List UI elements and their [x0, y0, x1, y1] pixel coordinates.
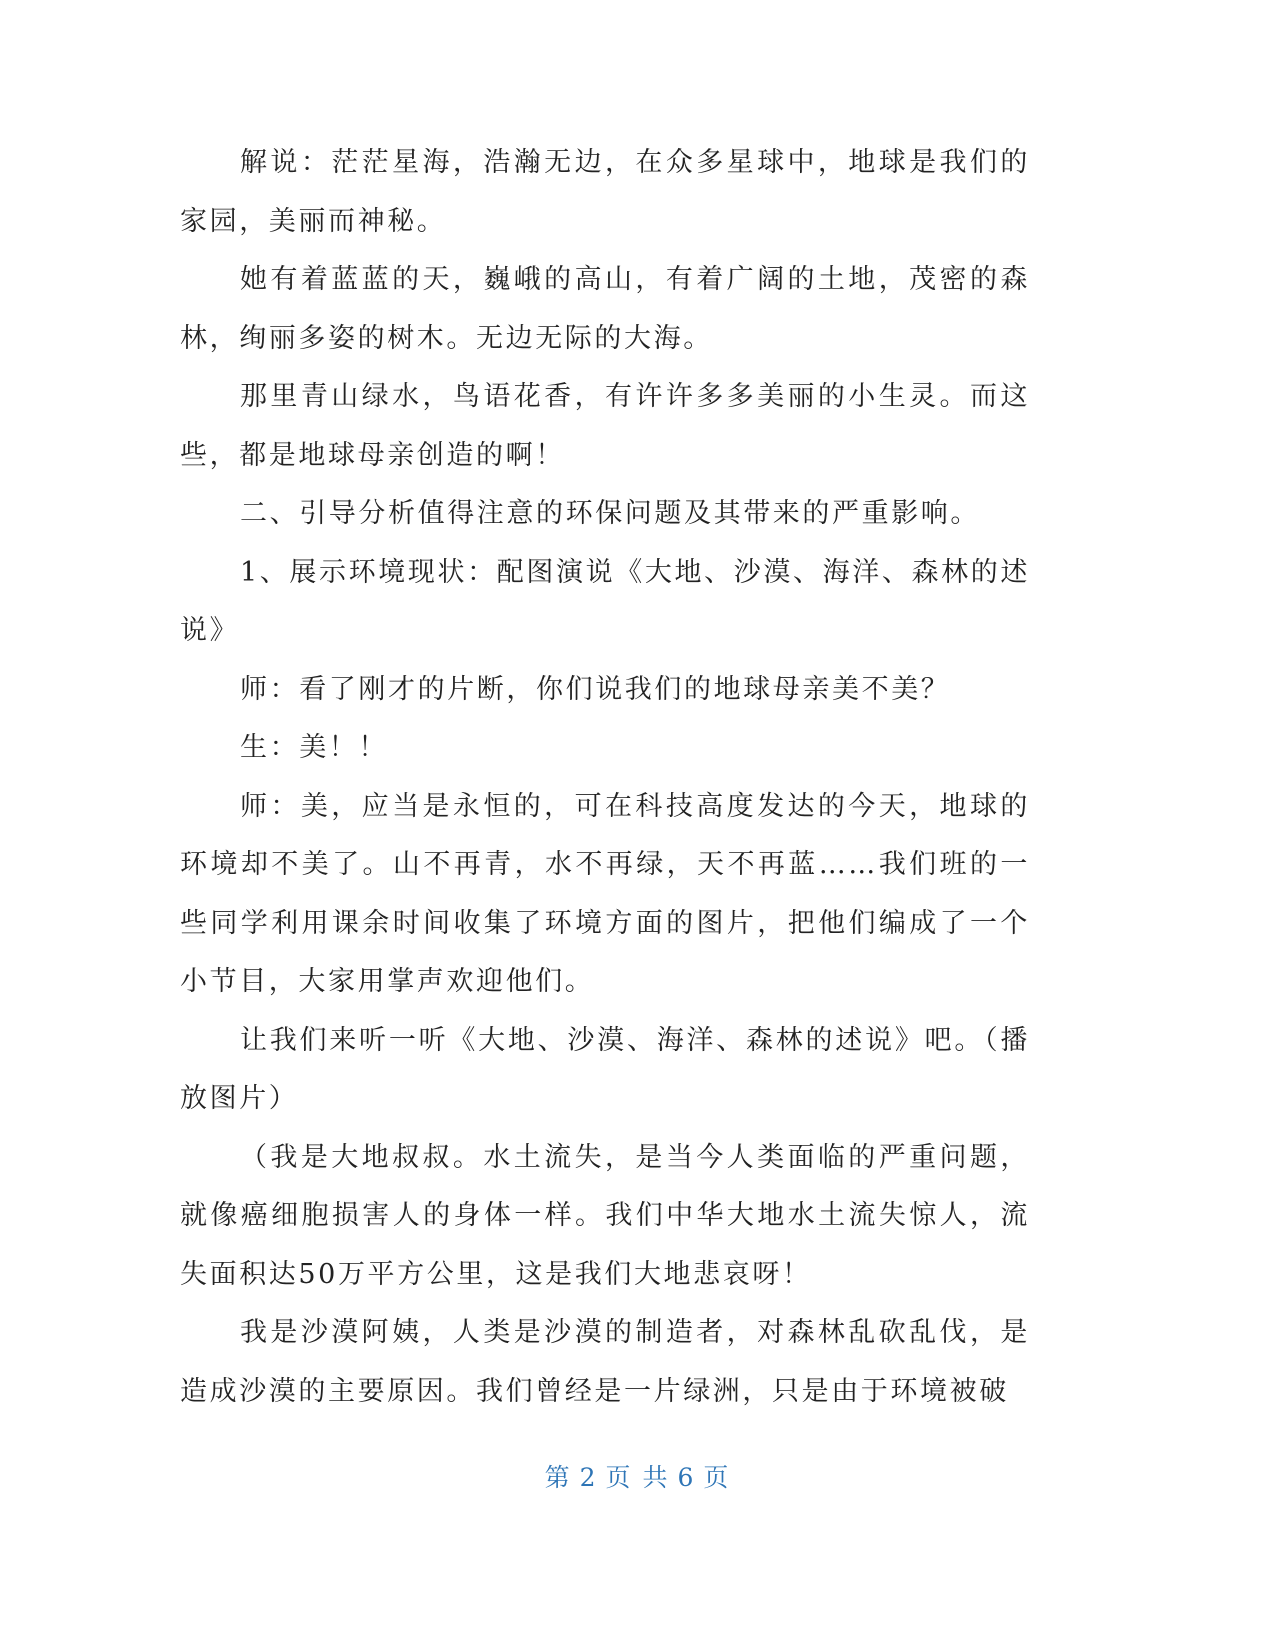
footer-prefix: 第	[544, 1463, 572, 1492]
paragraph-green-mountains: 那里青山绿水，鸟语花香，有许许多多美丽的小生灵。而这些，都是地球母亲创造的啊！	[180, 381, 1030, 471]
paragraph-narration: 解说：茫茫星海，浩瀚无边，在众多星球中，地球是我们的家园，美丽而神秘。	[180, 147, 1030, 237]
paragraph-listen-intro: 让我们来听一听《大地、沙漠、海洋、森林的述说》吧。（播放图片）	[180, 1024, 1030, 1114]
paragraph-desert-aunt: 我是沙漠阿姨，人类是沙漠的制造者，对森林乱砍乱伐，是造成沙漠的主要原因。我们曾经是一片绿洲，只是由于环境被破	[180, 1317, 1030, 1407]
paragraph-section-two-heading: 二、引导分析值得注意的环保问题及其带来的严重影响。	[240, 498, 980, 529]
paragraph-earth-description: 她有着蓝蓝的天，巍峨的高山，有着广阔的土地，茂密的森林，绚丽多姿的树木。无边无际的大海。	[180, 264, 1030, 354]
footer-current-page: 2	[579, 1463, 598, 1492]
paragraph-item-one: 1、展示环境现状：配图演说《大地、沙漠、海洋、森林的述说》	[180, 556, 1030, 646]
paragraph-teacher-explanation: 师：美，应当是永恒的，可在科技高度发达的今天，地球的环境却不美了。山不再青，水不再绿，天不再蓝……我们班的一些同学利用课余时间收集了环境方面的图片，把他们编成了一个小节目，大家用掌声欢迎他们。	[180, 790, 1030, 997]
page-footer	[0, 1458, 1275, 1494]
footer-total-pages: 6	[677, 1463, 696, 1492]
document-body	[180, 134, 1030, 1421]
paragraph-student-answer: 生：美！！	[240, 732, 388, 763]
paragraph-teacher-question: 师：看了刚才的片断，你们说我们的地球母亲美不美？	[240, 673, 951, 705]
footer-suffix: 页	[703, 1463, 731, 1492]
footer-middle: 页 共	[605, 1463, 670, 1492]
paragraph-earth-uncle: （我是大地叔叔。水土流失，是当今人类面临的严重问题，就像癌细胞损害人的身体一样。我们中华大地水土流失惊人，流失面积达50万平方公里，这是我们大地悲哀呀！	[180, 1141, 1030, 1290]
